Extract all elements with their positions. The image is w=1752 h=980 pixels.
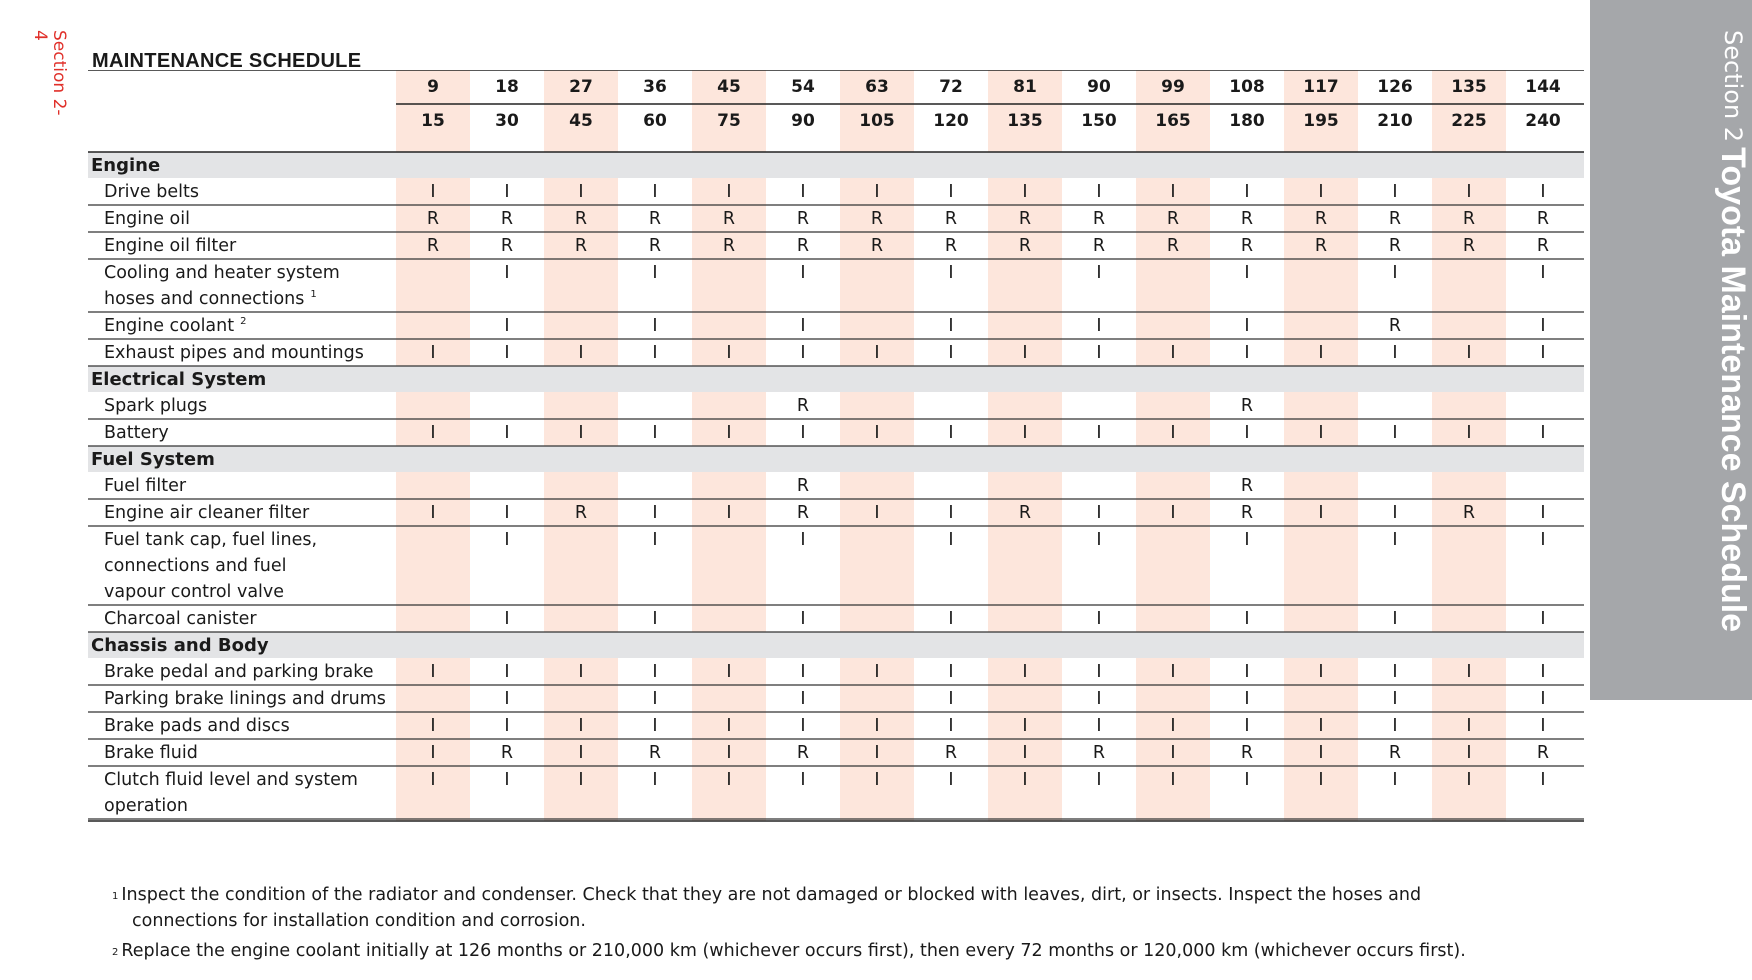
row-label: Parking brake linings and drums [104,689,386,709]
km-header: 180 [1229,111,1265,131]
schedule-cell: I [578,343,584,363]
page-title: MAINTENANCE SCHEDULE [92,50,362,72]
schedule-cell: R [1462,503,1476,523]
schedule-cell: I [430,503,436,523]
schedule-cell: I [1022,770,1028,790]
schedule-cell: I [1466,716,1472,736]
schedule-cell: I [1244,343,1250,363]
schedule-cell: I [430,743,436,763]
schedule-cell: R [1166,236,1180,256]
footnote-1-line-2: connections for installation condition and corrosion. [132,911,586,931]
month-header: 18 [495,77,519,97]
schedule-cell: I [948,662,954,682]
month-header: 117 [1303,77,1339,97]
month-header: 135 [1451,77,1487,97]
schedule-cell: I [504,716,510,736]
schedule-cell: I [1096,182,1102,202]
schedule-cell: R [1462,236,1476,256]
schedule-cell: I [1392,263,1398,283]
schedule-cell: I [1540,182,1546,202]
schedule-cell: I [1244,609,1250,629]
km-header: 240 [1525,111,1561,131]
schedule-cell: I [874,662,880,682]
schedule-cell: I [1022,662,1028,682]
schedule-cell: R [500,743,514,763]
footnote-2-line-1: Replace the engine coolant initially at 126 months or 210,000 km (whichever occurs first), then every 72 months or 120,000 km (whichever occurs first). [121,941,1466,961]
footnote-1-mark: 1 [112,891,119,902]
schedule-cell: R [1018,503,1032,523]
schedule-cell: I [652,770,658,790]
month-header: 126 [1377,77,1413,97]
schedule-cell: I [800,530,806,550]
schedule-cell: R [648,236,662,256]
schedule-cell: I [1022,182,1028,202]
schedule-cell: I [948,530,954,550]
km-header: 165 [1155,111,1191,131]
footnote-2 [112,938,1562,964]
schedule-cell: I [652,530,658,550]
sidebar-section-label: Section 2 [1719,30,1747,143]
schedule-cell: I [1096,716,1102,736]
schedule-cell: I [578,716,584,736]
month-header: 36 [643,77,667,97]
schedule-cell: R [944,236,958,256]
schedule-cell: I [800,343,806,363]
schedule-cell: R [1240,476,1254,496]
row-label: Spark plugs [104,396,208,416]
schedule-cell: R [500,209,514,229]
schedule-cell: I [652,263,658,283]
schedule-cell: I [1540,423,1546,443]
schedule-cell: I [1466,662,1472,682]
schedule-cell: I [800,423,806,443]
schedule-cell: I [726,343,732,363]
category-label: Fuel System [91,449,215,470]
sidebar-text [1602,30,1752,670]
schedule-cell: I [800,716,806,736]
row-label: Engine coolant $^2$ [104,316,247,336]
schedule-cell: I [652,423,658,443]
schedule-cell: I [1466,423,1472,443]
schedule-cell: I [504,689,510,709]
schedule-cell: I [726,423,732,443]
row-label: Fuel tank cap, fuel lines, [104,530,318,550]
schedule-cell: I [578,423,584,443]
schedule-cell: I [652,662,658,682]
schedule-cell: I [652,689,658,709]
schedule-cell: I [874,503,880,523]
schedule-cell: I [652,316,658,336]
schedule-cell: I [1540,689,1546,709]
month-header: 45 [717,77,741,97]
schedule-cell: R [1166,209,1180,229]
row-label: Brake pedal and parking brake [104,662,374,682]
schedule-cell: I [726,503,732,523]
row-label: connections and fuel [104,556,287,576]
schedule-cell: I [1022,343,1028,363]
schedule-cell: I [948,263,954,283]
schedule-cell: I [1244,770,1250,790]
row-label: Cooling and heater system [104,263,340,283]
schedule-cell: I [948,609,954,629]
schedule-cell: R [796,476,810,496]
schedule-cell: I [430,423,436,443]
km-header: 210 [1377,111,1413,131]
schedule-cell: I [1318,343,1324,363]
row-label: Fuel filter [104,476,187,496]
schedule-cell: I [504,182,510,202]
sidebar-title: Toyota Maintenance Schedule [1714,147,1752,633]
schedule-cell: I [1022,716,1028,736]
schedule-cell: R [1018,236,1032,256]
schedule-cell: R [1462,209,1476,229]
schedule-cell: I [1318,503,1324,523]
category-label: Engine [91,155,161,176]
schedule-cell: R [1388,743,1402,763]
km-header: 225 [1451,111,1487,131]
category-band [88,446,1584,472]
category-label: Electrical System [91,369,267,390]
schedule-cell: I [1096,609,1102,629]
schedule-cell: R [1388,316,1402,336]
schedule-cell: I [1096,689,1102,709]
schedule-cell: I [430,716,436,736]
schedule-cell: I [1170,743,1176,763]
schedule-cell: I [948,716,954,736]
schedule-cell: R [944,743,958,763]
schedule-cell: R [648,209,662,229]
month-header: 108 [1229,77,1265,97]
schedule-cell: I [1170,716,1176,736]
schedule-cell: I [800,689,806,709]
row-label: Clutch fluid level and system [104,770,358,790]
schedule-cell: I [1540,263,1546,283]
schedule-cell: R [1536,209,1550,229]
schedule-cell: I [948,423,954,443]
schedule-cell: I [1318,716,1324,736]
schedule-cell: R [1092,209,1106,229]
schedule-cell: I [1022,743,1028,763]
schedule-cell: I [504,503,510,523]
schedule-cell: R [796,743,810,763]
schedule-cell: I [1466,743,1472,763]
schedule-cell: I [1096,316,1102,336]
schedule-cell: I [504,770,510,790]
footnote-1-line-1: Inspect the condition of the radiator and condenser. Check that they are not damaged or blocked with leaves, dirt, or insects. Inspect the hoses and [121,885,1422,905]
schedule-cell: R [1018,209,1032,229]
month-header: 99 [1161,77,1185,97]
schedule-cell: R [1536,236,1550,256]
schedule-cell: I [1540,662,1546,682]
row-label: Brake fluid [104,743,198,763]
schedule-cell: I [1096,343,1102,363]
schedule-cell: I [726,743,732,763]
row-label: operation [104,796,189,816]
schedule-cell: I [1244,263,1250,283]
month-header: 90 [1087,77,1111,97]
row-label: Engine oil filter [104,236,237,256]
schedule-cell: I [1392,662,1398,682]
row-label: Engine air cleaner filter [104,503,310,523]
schedule-cell: I [1244,316,1250,336]
km-header: 120 [933,111,969,131]
schedule-cell: I [578,743,584,763]
schedule-cell: I [652,503,658,523]
schedule-cell: R [1240,236,1254,256]
schedule-cell: I [1392,503,1398,523]
schedule-cell: I [1096,770,1102,790]
schedule-cell: I [652,609,658,629]
schedule-cell: I [800,182,806,202]
km-header: 45 [569,111,593,131]
schedule-cell: I [1244,182,1250,202]
schedule-cell: R [1240,743,1254,763]
schedule-cell: I [652,716,658,736]
schedule-cell: I [578,770,584,790]
schedule-cell: I [874,343,880,363]
schedule-cell: I [1244,716,1250,736]
category-band [88,632,1584,658]
schedule-cell: I [578,662,584,682]
schedule-cell: I [504,263,510,283]
schedule-cell: I [874,770,880,790]
schedule-cell: I [1170,503,1176,523]
schedule-cell: R [648,743,662,763]
row-label: Brake pads and discs [104,716,290,736]
category-label: Chassis and Body [91,635,269,656]
footnote-2-mark: 2 [112,947,119,958]
schedule-cell: R [796,236,810,256]
schedule-cell: I [874,182,880,202]
month-header: 81 [1013,77,1037,97]
schedule-cell: I [504,423,510,443]
schedule-cell: I [1540,609,1546,629]
month-header: 27 [569,77,593,97]
schedule-cell: I [1244,662,1250,682]
schedule-cell: I [1540,530,1546,550]
km-header: 195 [1303,111,1339,131]
schedule-cell: I [1318,423,1324,443]
month-header: 54 [791,77,815,97]
km-header: 105 [859,111,895,131]
schedule-cell: I [948,770,954,790]
schedule-cell: R [1240,503,1254,523]
schedule-cell: I [1540,503,1546,523]
schedule-cell: I [652,343,658,363]
schedule-cell: I [1170,662,1176,682]
schedule-cell: I [1392,530,1398,550]
schedule-cell: R [722,209,736,229]
schedule-cell: R [944,209,958,229]
schedule-cell: I [948,343,954,363]
schedule-cell: R [1240,209,1254,229]
month-header: 72 [939,77,963,97]
schedule-cell: I [1170,423,1176,443]
schedule-cell: I [1392,689,1398,709]
schedule-cell: I [430,182,436,202]
schedule-cell: I [1540,770,1546,790]
schedule-cell: I [504,530,510,550]
schedule-cell: I [504,662,510,682]
schedule-cell: I [800,770,806,790]
schedule-cell: I [1392,716,1398,736]
schedule-cell: R [574,236,588,256]
section-sidebar [1590,0,1752,700]
schedule-cell: I [504,343,510,363]
month-header: 63 [865,77,889,97]
schedule-cell: I [578,182,584,202]
row-label: Battery [104,423,169,443]
km-header: 135 [1007,111,1043,131]
schedule-cell: I [1540,716,1546,736]
schedule-cell: I [1244,423,1250,443]
km-header: 90 [791,111,815,131]
schedule-cell: I [948,182,954,202]
schedule-cell: I [1392,182,1398,202]
schedule-cell: I [1170,182,1176,202]
schedule-cell: I [1392,770,1398,790]
schedule-cell: I [1096,530,1102,550]
month-header: 9 [427,77,439,97]
schedule-cell: I [1244,530,1250,550]
row-label: Engine oil [104,209,190,229]
schedule-cell: I [430,662,436,682]
km-header: 15 [421,111,445,131]
schedule-cell: I [874,423,880,443]
schedule-cell: I [1318,743,1324,763]
category-band [88,152,1584,178]
schedule-cell: I [726,770,732,790]
schedule-cell: I [1170,770,1176,790]
km-header: 75 [717,111,741,131]
schedule-cell: I [1318,182,1324,202]
schedule-cell: R [500,236,514,256]
schedule-cell: I [1318,770,1324,790]
schedule-cell: R [1388,236,1402,256]
schedule-cell: I [1170,343,1176,363]
row-label: vapour control valve [104,582,285,602]
schedule-cell: I [1244,689,1250,709]
schedule-cell: I [504,609,510,629]
schedule-cell: I [1392,423,1398,443]
schedule-cell: I [1466,343,1472,363]
schedule-cell: R [1536,743,1550,763]
row-label: hoses and connections $^1$ [104,289,317,309]
schedule-cell: R [426,209,440,229]
footnote-1 [112,882,1562,934]
km-header: 60 [643,111,667,131]
footnote-marker: 2 [240,316,247,327]
row-label: Charcoal canister [104,609,257,629]
section-page-label: Section 2-4 [30,30,69,116]
footnotes [112,882,1562,968]
maintenance-schedule-table [88,70,1584,830]
schedule-cell: R [796,503,810,523]
schedule-cell: R [796,396,810,416]
schedule-cell: I [504,316,510,336]
schedule-cell: I [430,770,436,790]
schedule-cell: I [874,716,880,736]
row-label: Drive belts [104,182,199,202]
km-header: 150 [1081,111,1117,131]
schedule-cell: I [1392,609,1398,629]
schedule-cell: R [574,209,588,229]
schedule-cell: I [1022,423,1028,443]
schedule-cell: R [574,503,588,523]
schedule-cell: I [948,503,954,523]
schedule-cell: R [722,236,736,256]
schedule-cell: R [870,209,884,229]
schedule-cell: I [430,343,436,363]
month-header: 144 [1525,77,1561,97]
schedule-cell: I [948,689,954,709]
schedule-cell: I [800,609,806,629]
schedule-cell: I [1318,662,1324,682]
schedule-cell: I [1540,343,1546,363]
schedule-cell: I [726,662,732,682]
schedule-cell: I [800,662,806,682]
schedule-cell: I [1466,770,1472,790]
schedule-cell: I [1392,343,1398,363]
schedule-cell: I [800,263,806,283]
category-band [88,366,1584,392]
schedule-cell: R [1240,396,1254,416]
schedule-cell: R [426,236,440,256]
row-label: Exhaust pipes and mountings [104,343,364,363]
schedule-cell: I [1096,263,1102,283]
schedule-cell: I [1096,662,1102,682]
schedule-cell: R [870,236,884,256]
schedule-cell: I [948,316,954,336]
schedule-cell: I [1096,423,1102,443]
schedule-cell: R [796,209,810,229]
schedule-cell: I [874,743,880,763]
schedule-cell: R [1314,236,1328,256]
schedule-cell: R [1388,209,1402,229]
schedule-cell: I [726,182,732,202]
km-header: 30 [495,111,519,131]
schedule-cell: R [1092,236,1106,256]
schedule-cell: R [1092,743,1106,763]
schedule-cell: I [1466,182,1472,202]
schedule-cell: I [652,182,658,202]
schedule-cell: I [726,716,732,736]
schedule-cell: R [1314,209,1328,229]
footnote-marker: 1 [310,289,317,300]
schedule-cell: I [800,316,806,336]
schedule-cell: I [1540,316,1546,336]
schedule-cell: I [1096,503,1102,523]
